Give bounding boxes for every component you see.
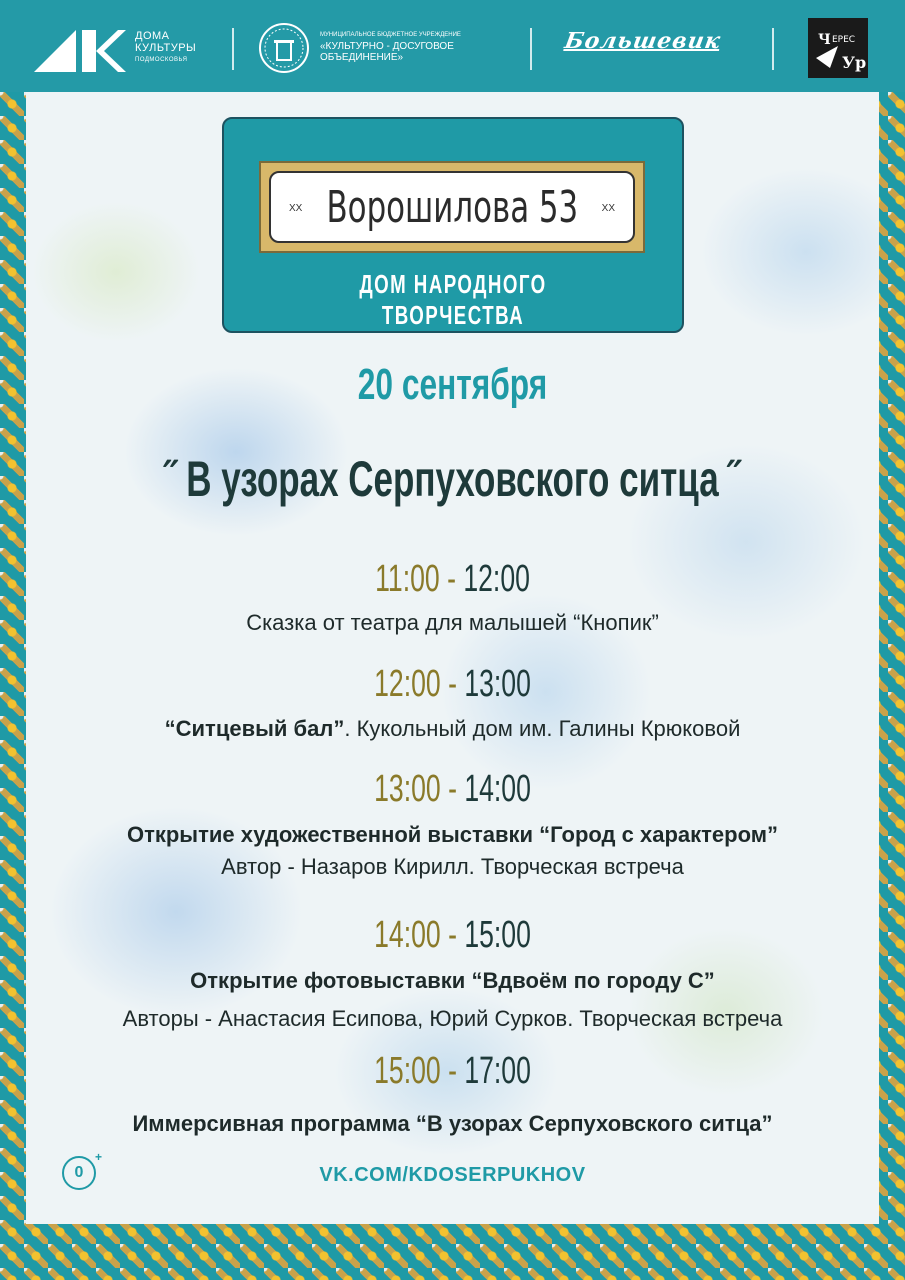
vk-link[interactable]: VK.COM/KDOSERPUKHOV [319,1164,586,1186]
cheres-ur-logo-icon [808,18,868,78]
schedule-desc-3-sub: Автор - Назаров Кирилл. Творческая встреча [221,854,684,879]
svg-text:Ч: Ч [818,32,831,48]
schedule-time-5: 15:00 - 17:00 [374,1050,531,1092]
schedule-desc-3: Открытие художественной выставки “Город с характером” [126,822,779,847]
schedule-desc-1: Сказка от театра для малышей “Кнопик” [246,610,659,635]
title-box [269,171,635,243]
svg-text:ЕРЕС: ЕРЕС [832,35,856,45]
kdo-logo-text: МУНИЦИПАЛЬНОЕ БЮДЖЕТНОЕ УЧРЕЖДЕНИЕ «КУЛЬТУРНО - ДОСУГОВОЕ ОБЪЕДИНЕНИЕ» [320,32,461,63]
header-divider [232,28,234,70]
schedule-time-4: 14:00 - 15:00 [374,914,531,956]
header-divider [772,28,774,70]
schedule-time-2: 12:00 - 13:00 [374,663,531,705]
event-date: 20 сентября [357,360,548,409]
title-frame [259,161,645,253]
header-bar [0,0,905,92]
schedule-time-1: 11:00 - 12:00 [375,558,530,600]
schedule-desc-5: Иммерсивная программа “В узорах Серпуховского ситца” [132,1111,773,1136]
event-title: ˝ В узорах Серпуховского ситца ˝ [164,451,741,507]
kdo-emblem-icon [258,22,310,74]
venue-title: Ворошилова 53 [326,181,578,233]
svg-text:Ур: Ур [842,53,867,72]
doma-kultury-logo-text: ДОМА КУЛЬТУРЫ ПОДМОСКОВЬЯ [135,30,197,63]
schedule-desc-4-sub: Авторы - Анастасия Есипова, Юрий Сурков. Творческая встреча [122,1006,783,1031]
doma-kultury-logo-icon [34,30,126,72]
schedule-desc-4: Открытие фотовыставки “Вдвоём по городу С” [190,968,715,993]
title-plate [222,117,684,333]
ornament-right: ХХ [601,203,615,214]
schedule-desc-2: “Ситцевый бал”. Кукольный дом им. Галины Крюковой [164,716,741,741]
ornament-left: ХХ [289,203,303,214]
bolshevik-logo: Большевик [562,28,723,54]
header-divider [530,28,532,70]
schedule-time-3: 13:00 - 14:00 [374,768,531,810]
age-rating-badge: 0 + [62,1156,96,1190]
venue-subtitle: ДОМ НАРОДНОГО ТВОРЧЕСТВА [359,269,547,330]
